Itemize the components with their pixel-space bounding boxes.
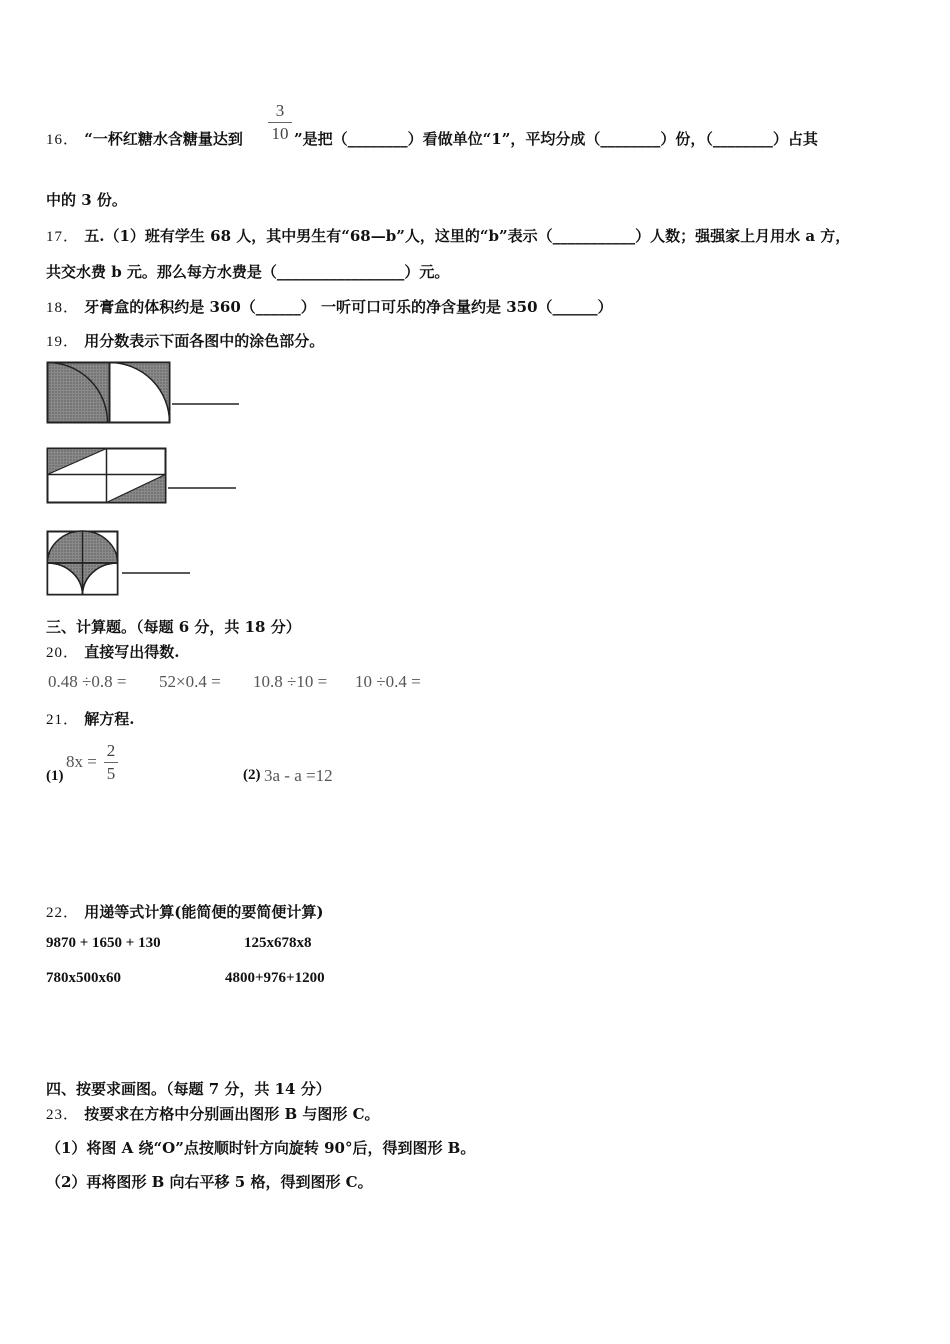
equation-1-label: (1) [46,768,64,784]
expression-4: 10 ÷0.4 = [355,672,421,691]
question-number: 23． [46,1107,80,1123]
question-21-text: 解方程. [84,710,135,728]
section-3-title: 三、计算题。（每题 6 分，共 18 分） [46,618,301,636]
question-18 [46,296,613,317]
fraction-3-10 [268,101,292,144]
calc-expression-4: 4800+976+1200 [225,970,325,986]
question-16 [46,128,243,149]
question-16-text-part2: ”是把（________）看做单位“1”，平均分成（________）份，（________）占其 [294,130,818,148]
question-23-step2: （2）再将图形 B 向右平移 5 格，得到图形 C。 [46,1173,373,1191]
fraction-2-5 [104,741,118,784]
section-4-title: 四、按要求画图。（每题 7 分，共 14 分） [46,1080,331,1098]
question-number: 21． [46,712,80,728]
fraction-numerator: 3 [275,101,285,120]
question-22-text: 用递等式计算(能简便的要简便计算) [84,903,324,921]
question-19-text: 用分数表示下面各图中的涂色部分。 [84,332,325,350]
question-number: 16． [46,132,80,148]
expression-3: 10.8 ÷10 = [253,672,328,691]
figure-semicircle-square [46,529,196,597]
question-21 [46,708,134,729]
question-17-line1: 五.（1）班有学生 68 人，其中男生有“68—b”人，这里的“b”表示（___________）人数；强强家上月用水 a 方， [84,227,851,245]
fraction-numerator: 2 [106,741,116,760]
question-20-text: 直接写出得数. [84,643,180,661]
question-17-line2: 共交水费 b 元。那么每方水费是（_________________）元。 [46,263,450,281]
question-number: 19． [46,334,80,350]
expression-1: 0.48 ÷0.8 = [48,672,127,691]
question-number: 20． [46,645,80,661]
question-23-text: 按要求在方格中分别画出图形 B 与图形 C。 [84,1105,380,1123]
question-23 [46,1103,380,1124]
fraction-bar [104,762,118,763]
fraction-denominator: 5 [106,764,116,783]
question-16-text-part3: 中的 3 份。 [46,191,127,209]
question-19 [46,330,324,351]
question-17 [46,225,850,246]
calc-expression-3: 780x500x60 [46,970,121,986]
question-22 [46,901,323,922]
equation-1-lhs: 8x = [66,752,97,771]
equation-2: 3a - a =12 [264,766,333,785]
calc-expression-2: 125x678x8 [244,935,312,951]
question-20 [46,641,179,662]
fraction-denominator: 10 [271,124,289,143]
calc-expression-1: 9870 + 1650 + 130 [46,935,161,951]
question-18-text: 牙膏盒的体积约是 360（______） 一听可口可乐的净含量约是 350（______） [84,298,613,316]
question-number: 18． [46,300,80,316]
expression-2: 52×0.4 = [159,672,221,691]
equation-2-label: (2) [243,767,261,783]
question-23-step1: （1）将图 A 绕“O”点按顺时针方向旋转 90°后，得到图形 B。 [46,1139,476,1157]
question-16-text-part1: “一杯红糖水含糖量达到 [84,130,243,148]
figure-quarter-circles [46,361,246,425]
fraction-bar [268,122,292,123]
figure-rectangle-triangles [46,447,246,507]
question-number: 17． [46,229,80,245]
question-number: 22． [46,905,80,921]
